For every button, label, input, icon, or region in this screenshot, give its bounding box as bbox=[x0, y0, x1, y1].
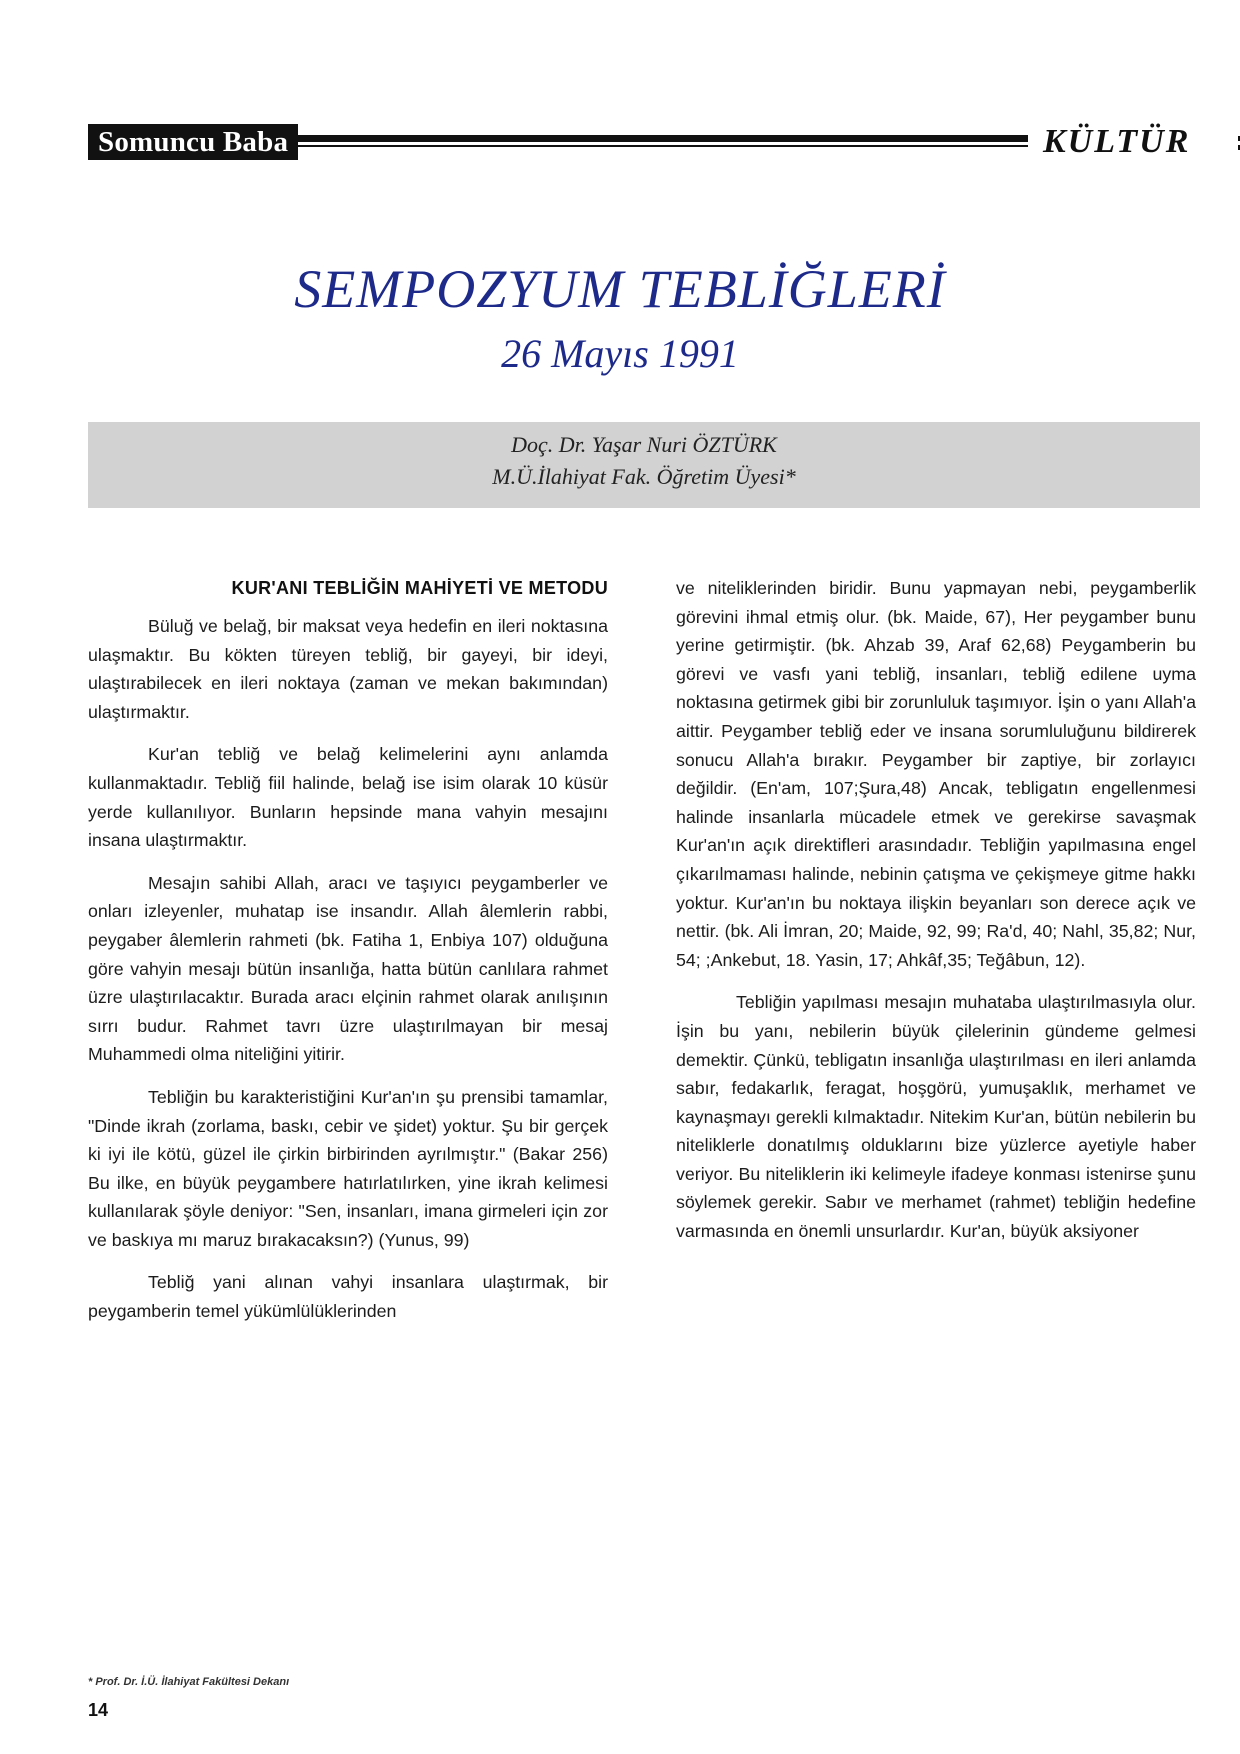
running-header bbox=[88, 120, 1200, 164]
page-title: SEMPOZYUM TEBLİĞLERİ bbox=[294, 259, 946, 319]
author-affiliation: M.Ü.İlahiyat Fak. Öğretim Üyesi* bbox=[492, 464, 796, 489]
page-subtitle: 26 Mayıs 1991 bbox=[501, 331, 739, 376]
magazine-name: Somuncu Baba bbox=[88, 124, 298, 160]
paragraph: Tebliğ yani alınan vahyi insanlara ulaştırmak, bir peygamberin temel yükümlülüklerinden bbox=[88, 1272, 608, 1322]
header-rule bbox=[288, 135, 1028, 142]
section-label: KÜLTÜR bbox=[1043, 123, 1191, 160]
right-column bbox=[676, 574, 1196, 1260]
footnote: * Prof. Dr. İ.Ü. İlahiyat Fakültesi Dekanı bbox=[88, 1676, 290, 1688]
page-number: 14 bbox=[88, 1700, 109, 1720]
author-name: Doç. Dr. Yaşar Nuri ÖZTÜRK bbox=[511, 432, 777, 457]
paragraph-continued: ve niteliklerinden biridir. Bunu yapmayan nebi, peygamberlik görevini ihmal etmiş olur. (bk. Maide, 67), Her peygamber bunu yerine getirmiştir. (bk. Ahzab 39, Araf 62,68) Peygamberin bu görevi ve vasfı yani tebliğ, insanları, tebliğ edilene uyma noktasına getirmek gibi bir zorunluluk taşımıyor. İşin o yanı Allah'a aittir. Peygamber tebliğ eder ve insana sorumluluğunu bildirerek sonucu Allah'a bırakır. Peygamber bir zaptiye, bir zorlayıcı değildir. (En'am, 107;Şura,48) Ancak, tebligatın engellenmesi halinde insanlarla mücadele etmek ve gerekirse savaşmak Kur'an'ın açık direktifleri arasındadır. Tebliğin yapılmasına engel çıkarılmaması halinde, nebinin çatışma ve çekişmeye gitme hakkı yoktur. Kur'an'ın bu noktaya ilişkin beyanları son derece açık ve nettir. (bk. Ali İmran, 20; Maide, 92, 99; Ra'd, 40; Nahl, 35,82; Nur, 54; ;Ankebut, 18. Yasin, 17; Ahkâf,35; Teğâbun, 12). bbox=[676, 578, 1196, 970]
paragraph: Büluğ ve belağ, bir maksat veya hedefin en ileri noktasına ulaşmaktır. Bu kökten türeyen tebliğ, bir gayeyi, bir ideyi, ulaştırabilecek en ileri noktaya (zaman ve mekan bakımından) ulaştırmaktır. bbox=[88, 616, 608, 722]
paragraph: Tebliğin bu karakteristiğini Kur'an'ın şu prensibi tamamlar, "Dinde ikrah (zorlama, baskı, cebir ve şidet) yoktur. Şu bir gerçek ki iyi ile kötü, güzel ile çirkin birbirinden ayrılmıştır." (Bakar 256) Bu ilke, en büyük peygambere hatırlatılırken, yine ikrah kelimesi kullanılarak şöyle deniyor: "Sen, insanları, imana girmeleri için zor ve baskıya mı maruz bırakacaksın?) (Yunus, 99) bbox=[88, 1086, 608, 1250]
article-heading: KUR'ANI TEBLİĞİN MAHİYETİ VE METODU bbox=[231, 578, 608, 598]
author-band bbox=[88, 422, 1200, 508]
paragraph: Mesajın sahibi Allah, aracı ve taşıyıcı peygamberler ve onları izleyenler, muhatap ise insandır. Allah âlemlerin rabbi, peygaber âlemlerin rahmeti (bk. Fatiha 1, Enbiya 107) olduğuna göre vahyin mesajı bütün insanlığa, hatta bütün canlılara rahmet üzre ulaştırılacaktır. Burada aracı elçinin rahmet olarak anılışının sırrı budur. Rahmet tavrı üzre ulaştırılmayan bir mesaj Muhammedi olma niteliğini yitirir. bbox=[88, 872, 608, 1065]
header-rule-thin bbox=[288, 145, 1028, 147]
left-column bbox=[88, 574, 608, 1340]
paragraph: Kur'an tebliğ ve belağ kelimelerini aynı anlamda kullanmaktadır. Tebliğ fiil halinde, belağ ise isim olarak 10 küsür yerde kullanılıyor. Bunların hepsinde mana vahyin mesajını insana ulaştırmaktır. bbox=[88, 744, 608, 851]
paragraph: Tebliğin yapılması mesajın muhataba ulaştırılmasıyla olur. İşin bu yanı, nebilerin büyük çilelerinin gündeme gelmesi demektir. Çünkü, tebligatın insanlığa ulaştırılması en ileri anlamda sabır, fedakarlık, feragat, hoşgörü, yumuşaklık, merhamet ve kaynaşmayı gerekli kılmaktadır. Nitekim Kur'an, bütün nebilerin bu niteliklerle donatılmış olduklarını bize yüzlerce ayetiyle haber veriyor. Bu niteliklerin iki kelimeyle ifadeye konması istenirse şunu söylemek gerekir. Sabır ve merhamet (rahmet) tebliğin hedefine varmasında en önemli unsurlardır. Kur'an, büyük aksiyoner bbox=[676, 992, 1196, 1242]
